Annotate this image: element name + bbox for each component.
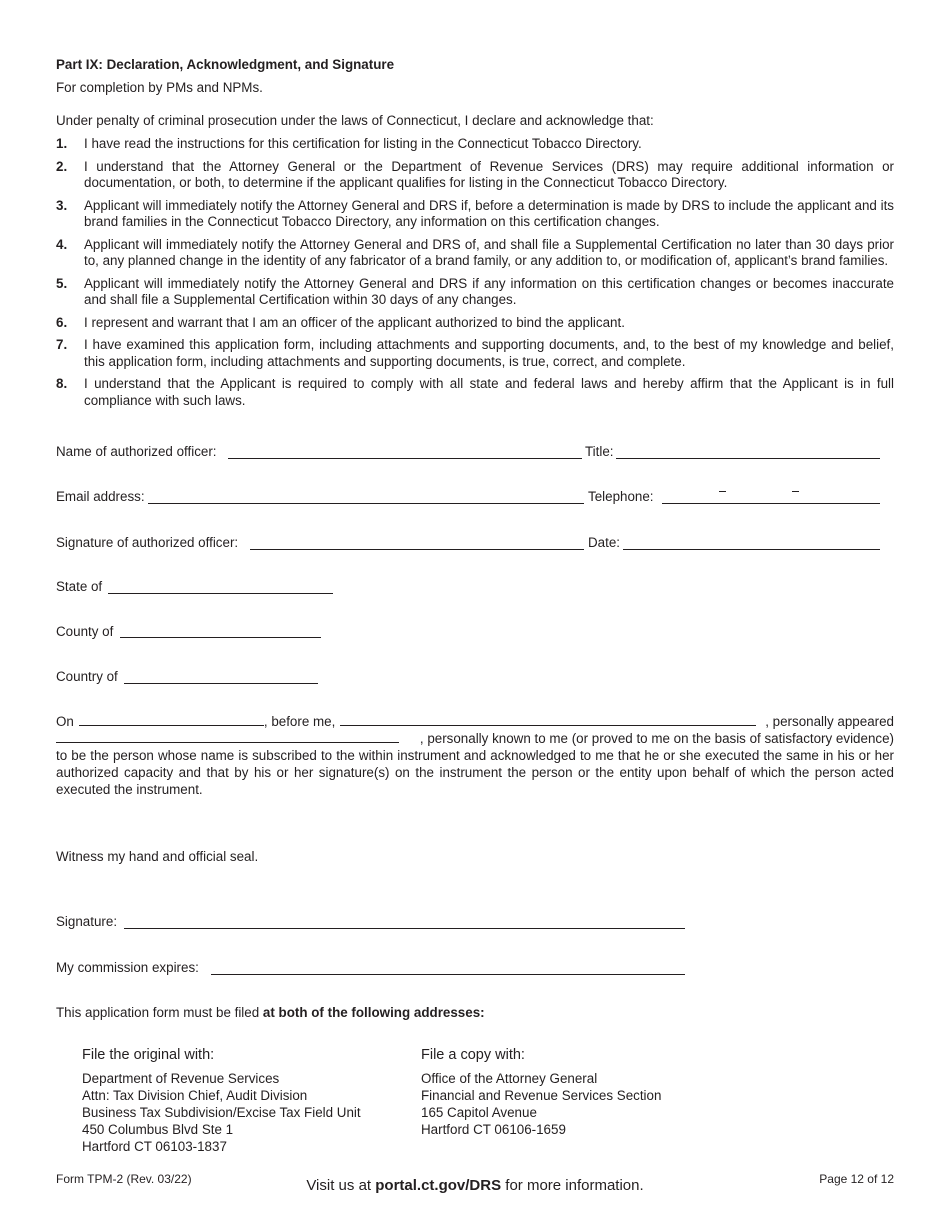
address-line: Attn: Tax Division Chief, Audit Division — [82, 1088, 308, 1103]
declaration-item — [56, 159, 894, 192]
country-field[interactable] — [124, 683, 318, 684]
item-number: 2. — [56, 158, 68, 174]
item-text: I have examined this application form, including attachments and supporting documents, and, to the best of my knowledge and belief, this application form, including attachments and supporting documents, is true, correct, and complete. — [84, 337, 894, 369]
phone-separator — [792, 491, 799, 492]
address-line: Financial and Revenue Services Section — [421, 1088, 662, 1103]
file-copy-heading: File a copy with: — [421, 1047, 525, 1063]
state-field[interactable] — [108, 593, 333, 594]
date-field[interactable] — [623, 549, 880, 550]
item-number: 4. — [56, 236, 68, 252]
item-number: 1. — [56, 136, 68, 151]
commission-field[interactable] — [211, 974, 685, 975]
officer-name-field[interactable] — [228, 458, 582, 459]
notary-known-label: , personally known to me (or proved to me on the basis of satisfactory evidence) — [419, 731, 894, 746]
telephone-label: Telephone: — [588, 489, 654, 504]
declaration-item — [56, 136, 894, 153]
date-label: Date: — [588, 535, 621, 550]
email-label: Email address: — [56, 489, 145, 504]
notary-on-label: On — [56, 714, 74, 729]
witness-text: Witness my hand and official seal. — [56, 849, 259, 864]
address-line: Office of the Attorney General — [421, 1071, 598, 1086]
visit-suffix: for more information. — [501, 1177, 644, 1194]
footer-visit — [0, 1177, 950, 1194]
item-text: Applicant will immediately notify the Attorney General and DRS if any information on this certification changes or becomes inaccurate and shall file a Supplemental Certification within 30 days of any changes. — [84, 275, 894, 307]
notary-body: to be the person whose name is subscribed to the within instrument and acknowledged to me that he or she executed the same in his or her authorized capacity and that by his or her signature(s) on the instrument the person or the entity upon behalf of which the person acted executed the instrument. — [56, 748, 894, 797]
filing-intro — [56, 1005, 485, 1020]
address-line: Business Tax Subdivision/Excise Tax Field Unit — [82, 1105, 361, 1120]
item-text: I understand that the Applicant is required to comply with all state and federal laws and hereby affirm that the Applicant is in full compliance with such laws. — [84, 376, 894, 408]
address-line: 450 Columbus Blvd Ste 1 — [82, 1122, 234, 1137]
notary-date-field[interactable] — [79, 713, 264, 726]
declaration-list — [56, 136, 894, 415]
item-number: 5. — [56, 275, 68, 291]
file-original-heading: File the original with: — [82, 1047, 215, 1063]
country-label: Country of — [56, 669, 118, 684]
visit-prefix: Visit us at — [306, 1177, 376, 1194]
telephone-field[interactable] — [662, 503, 880, 504]
item-number: 7. — [56, 337, 68, 352]
item-text: I have read the instructions for this certification for listing in the Connecticut Tobacco Directory. — [84, 136, 642, 151]
page-number: Page 12 of 12 — [819, 1172, 894, 1186]
address-line: 165 Capitol Avenue — [421, 1105, 537, 1120]
declaration-item — [56, 276, 894, 309]
address-line: Department of Revenue Services — [82, 1071, 280, 1086]
item-text: Applicant will immediately notify the Attorney General and DRS if, before a determination is made by DRS to include the applicant and its brand families in the Connecticut Tobacco Directory, any information on this certification changes. — [84, 197, 894, 229]
item-number: 8. — [56, 376, 68, 391]
notary-acknowledgment — [56, 713, 894, 798]
notary-signature-field[interactable] — [124, 928, 685, 929]
title-field[interactable] — [616, 458, 880, 459]
file-original-block — [82, 1047, 361, 1155]
item-text: Applicant will immediately notify the Attorney General and DRS of, and shall file a Supplemental Certification no later than 30 days prior to, any planned change in the identity of any fabricator of a brand family, or any addition to, or modification of, applicant’s brand families. — [84, 236, 894, 268]
filing-intro-bold: at both of the following addresses: — [262, 1005, 485, 1020]
email-field[interactable] — [148, 503, 584, 504]
declaration-item — [56, 198, 894, 231]
notary-appeared-label: , personally appeared — [765, 714, 894, 729]
officer-signature-label: Signature of authorized officer: — [56, 535, 239, 550]
officer-name-label: Name of authorized officer: — [56, 444, 217, 459]
address-line: Hartford CT 06103-1837 — [82, 1139, 227, 1154]
county-field[interactable] — [120, 637, 321, 638]
declaration-intro: Under penalty of criminal prosecution under the laws of Connecticut, I declare and acknowledge that: — [56, 113, 654, 128]
notary-line-2 — [56, 730, 894, 747]
declaration-item — [56, 337, 894, 370]
item-number: 3. — [56, 197, 68, 213]
part-title: Part IX: Declaration, Acknowledgment, and Signature — [56, 57, 395, 72]
notary-person-field[interactable] — [56, 730, 399, 743]
phone-separator — [719, 491, 726, 492]
notary-before-label: , before me, — [263, 714, 336, 729]
officer-signature-field[interactable] — [250, 549, 584, 550]
portal-link[interactable]: portal.ct.gov/DRS — [375, 1177, 502, 1194]
notary-line-1 — [56, 713, 894, 730]
item-text: I represent and warrant that I am an officer of the applicant authorized to bind the applicant. — [84, 314, 625, 330]
filing-intro-plain: This application form must be filed — [56, 1005, 263, 1020]
notary-officer-field[interactable] — [340, 713, 756, 726]
file-copy-block — [421, 1047, 661, 1138]
county-label: County of — [56, 624, 114, 639]
declaration-item — [56, 376, 894, 409]
declaration-item — [56, 237, 894, 270]
part-subtitle: For completion by PMs and NPMs. — [56, 80, 263, 95]
declaration-item — [56, 315, 894, 332]
commission-label: My commission expires: — [56, 960, 199, 975]
title-label: Title: — [585, 444, 614, 459]
item-number: 6. — [56, 314, 68, 330]
state-label: State of — [56, 579, 103, 594]
notary-signature-label: Signature: — [56, 914, 118, 929]
address-line: Hartford CT 06106-1659 — [421, 1122, 566, 1137]
form-number: Form TPM-2 (Rev. 03/22) — [56, 1172, 192, 1186]
item-text: I understand that the Attorney General or the Department of Revenue Services (DRS) may require additional information or documentation, or both, to determine if the applicant qualifies for listing in the Connecticut Tobacco Directory. — [84, 158, 894, 190]
